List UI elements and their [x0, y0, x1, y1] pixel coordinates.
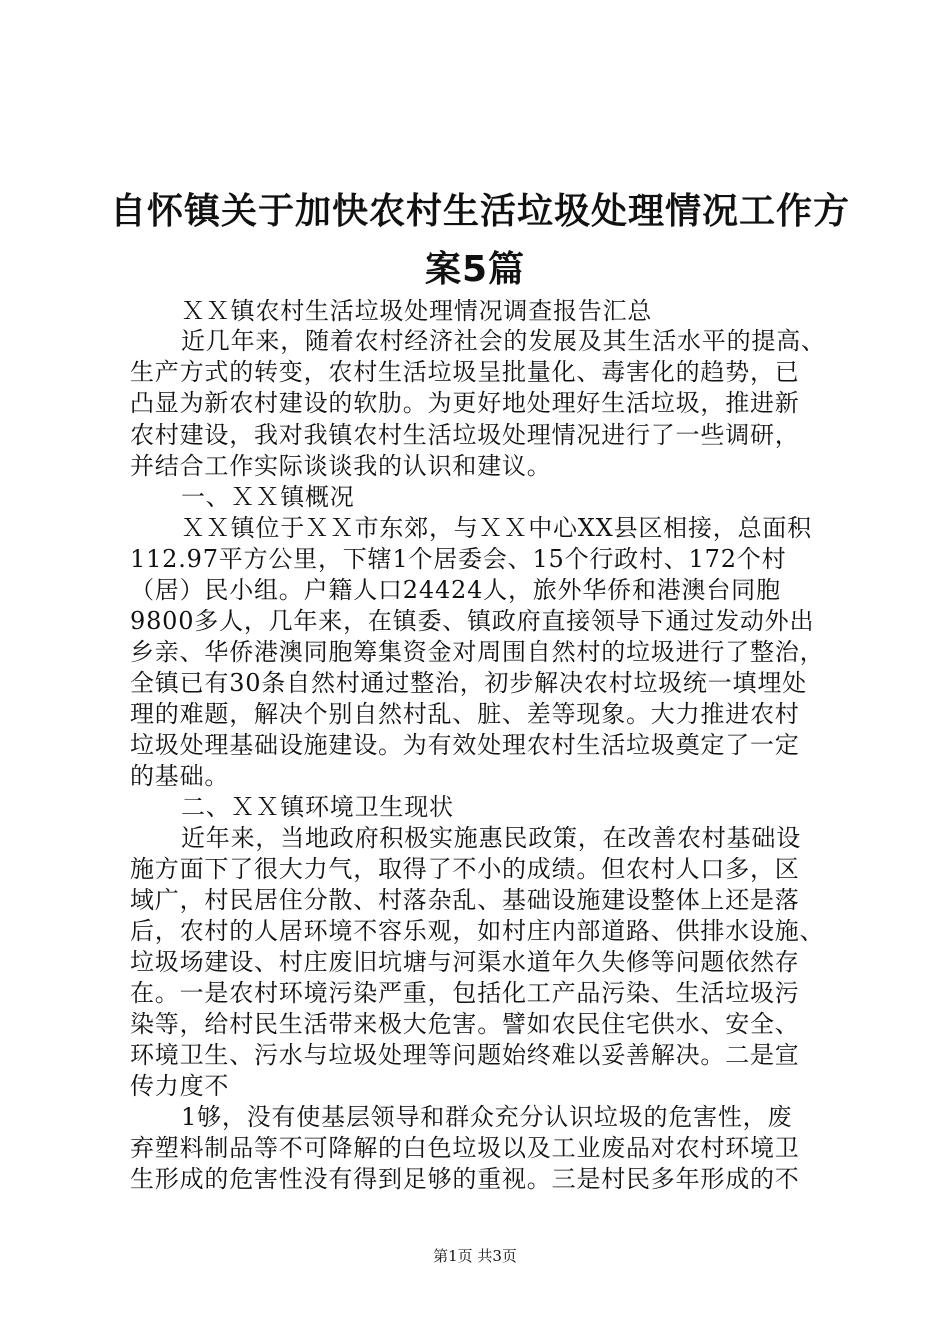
paragraph-line: ＸＸ镇位于ＸＸ市东郊，与ＸＸ中心XX县区相接，总面积: [181, 514, 812, 542]
paragraph-line: 弃塑料制品等不可降解的白色垃圾以及工业废品对农村环境卫: [130, 1134, 800, 1162]
paragraph-line: 域广，村民居住分散、村落杂乱、基础设施建设整体上还是落: [130, 886, 800, 914]
document-title-line-1: 自怀镇关于加快农村生活垃圾处理情况工作方: [110, 191, 851, 232]
paragraph-line: 1够，没有使基层领导和群众充分认识垃圾的危害性，废: [181, 1103, 793, 1131]
paragraph-line: 近年来，当地政府积极实施惠民政策，在改善农村基础设: [181, 824, 801, 852]
paragraph-line: 生产方式的转变，农村生活垃圾呈批量化、毒害化的趋势，已: [130, 358, 800, 386]
paragraph-line: 全镇已有30条自然村通过整治，初步解决农村垃圾统一填埋处: [130, 669, 807, 697]
paragraph-line: 垃圾处理基础设施建设。为有效处理农村生活垃圾奠定了一定: [130, 731, 800, 759]
paragraph-line: 的基础。: [130, 762, 230, 790]
paragraph-line: 传力度不: [130, 1072, 230, 1100]
paragraph-line: 后，农村的人居环境不容乐观，如村庄内部道路、供排水设施、: [130, 917, 825, 945]
section-heading-2: 二、ＸＸ镇环境卫生现状: [181, 793, 454, 821]
paragraph-line: 乡亲、华侨港澳同胞筹集资金对周围自然村的垃圾进行了整治，: [130, 638, 825, 666]
paragraph-line: 垃圾场建设、村庄废旧坑塘与河渠水道年久失修等问题依然存: [130, 948, 800, 976]
section-heading-1: 一、ＸＸ镇概况: [181, 483, 355, 511]
paragraph-line: 112.97平方公里，下辖1个居委会、15个行政村、172个村: [130, 545, 787, 573]
paragraph-line: 农村建设，我对我镇农村生活垃圾处理情况进行了一些调研，: [130, 421, 800, 449]
report-subtitle: ＸＸ镇农村生活垃圾处理情况调查报告汇总: [181, 297, 653, 325]
document-title-line-2: 案5篇: [424, 249, 526, 290]
paragraph-line: 环境卫生、污水与垃圾处理等问题始终难以妥善解决。二是宣: [130, 1041, 800, 1069]
paragraph-line: 生形成的危害性没有得到足够的重视。三是村民多年形成的不: [130, 1165, 800, 1193]
paragraph-line: 施方面下了很大力气，取得了不小的成绩。但农村人口多，区: [130, 855, 800, 883]
paragraph-line: 染等，给村民生活带来极大危害。譬如农民住宅供水、安全、: [130, 1010, 800, 1038]
paragraph-line: 并结合工作实际谈谈我的认识和建议。: [130, 452, 552, 480]
paragraph-line: 近几年来，随着农村经济社会的发展及其生活水平的提高、: [181, 327, 826, 355]
paragraph-line: 9800多人，几年来，在镇委、镇政府直接领导下通过发动外出: [130, 607, 815, 635]
paragraph-line: （居）民小组。户籍人口24424人，旅外华侨和港澳台同胞: [130, 576, 781, 604]
paragraph-line: 凸显为新农村建设的软肋。为更好地处理好生活垃圾，推进新: [130, 389, 800, 417]
paragraph-line: 在。一是农村环境污染严重，包括化工产品污染、生活垃圾污: [130, 979, 800, 1007]
paragraph-line: 理的难题，解决个别自然村乱、脏、差等现象。大力推进农村: [130, 700, 800, 728]
page-footer: 第1页 共3页: [433, 1247, 517, 1265]
